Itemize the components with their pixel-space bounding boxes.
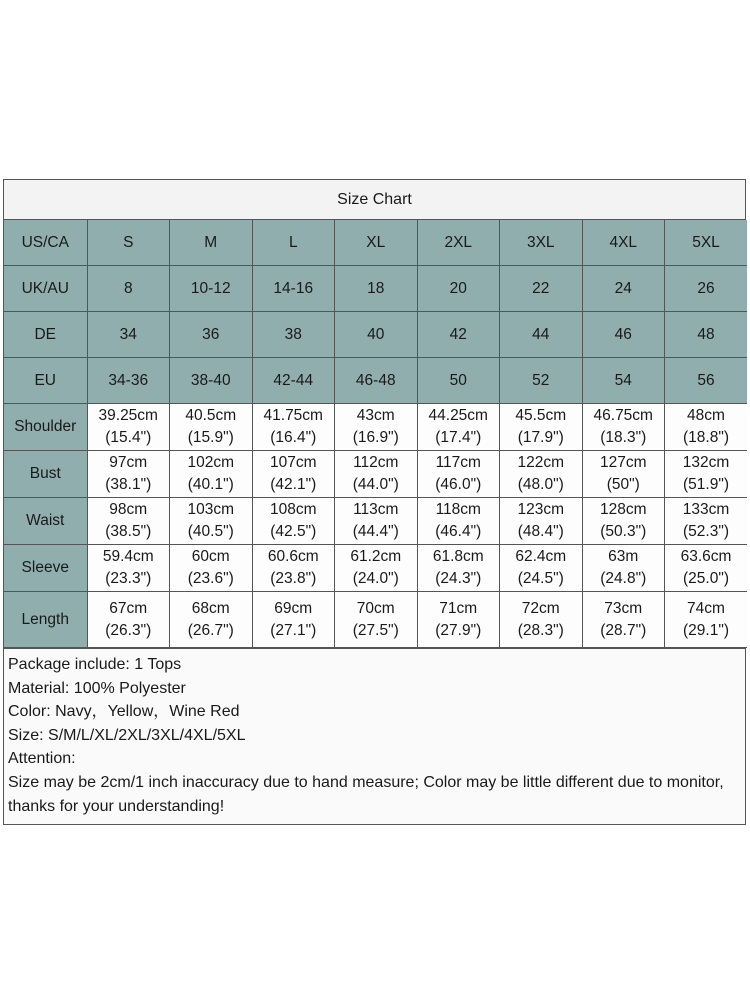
- measurement-cell: [87, 592, 170, 648]
- measurement-cell: [417, 404, 500, 451]
- cm-value: 60.6cm: [267, 548, 319, 565]
- cm-value: 103cm: [187, 501, 235, 518]
- cm-value: 133cm: [682, 501, 730, 518]
- cm-value: 39.25cm: [98, 407, 158, 424]
- row-label: Waist: [4, 498, 87, 545]
- size-cell: 46: [582, 312, 665, 358]
- cm-value: 69cm: [274, 599, 313, 617]
- cm-value: 128cm: [599, 501, 647, 518]
- size-cell: 4XL: [582, 220, 665, 266]
- row-label: US/CA: [4, 220, 87, 266]
- size-cell: 26: [665, 266, 748, 312]
- inch-value: (23.6"): [187, 570, 234, 587]
- measurement-cell: [417, 592, 500, 648]
- inch-value: (38.1"): [105, 476, 152, 493]
- size-row: [4, 220, 747, 266]
- size-cell: 40: [335, 312, 418, 358]
- measurement-cell: [665, 451, 748, 498]
- inch-value: (17.4"): [435, 429, 482, 446]
- size-cell: 38: [252, 312, 335, 358]
- measurement-cell: [417, 545, 500, 592]
- measurement-row: [4, 498, 747, 545]
- cm-value: 122cm: [517, 454, 565, 471]
- cm-value: 59.4cm: [102, 548, 154, 565]
- measurement-cell: [87, 451, 170, 498]
- size-cell: 2XL: [417, 220, 500, 266]
- size-cell: 22: [500, 266, 583, 312]
- measurement-row: [4, 404, 747, 451]
- measurement-row: [4, 545, 747, 592]
- size-cell: 18: [335, 266, 418, 312]
- inch-value: (46.0"): [435, 476, 482, 493]
- inch-value: (52.3"): [683, 523, 729, 540]
- row-label: EU: [4, 358, 87, 404]
- measurement-cell: [582, 498, 665, 545]
- inch-value: (48.4"): [517, 523, 564, 540]
- cm-value: 46.75cm: [593, 407, 653, 424]
- measurement-cell: [335, 545, 418, 592]
- measurement-cell: [335, 592, 418, 648]
- measurement-cell: [87, 545, 170, 592]
- size-cell: 10-12: [170, 266, 253, 312]
- note-line: Material: 100% Polyester: [8, 679, 186, 697]
- inch-value: (27.5"): [352, 621, 399, 639]
- row-label: DE: [4, 312, 87, 358]
- cm-value: 43cm: [356, 407, 395, 424]
- measurement-cell: [665, 545, 748, 592]
- measurement-cell: [582, 545, 665, 592]
- cm-value: 44.25cm: [428, 407, 488, 424]
- measurement-cell: [500, 404, 583, 451]
- measurement-cell: [582, 451, 665, 498]
- cm-value: 62.4cm: [515, 548, 567, 565]
- size-cell: 36: [170, 312, 253, 358]
- cm-value: 40.5cm: [185, 407, 237, 424]
- measurement-cell: [417, 451, 500, 498]
- inch-value: (29.1"): [683, 621, 729, 639]
- cm-value: 70cm: [356, 599, 395, 617]
- measurement-cell: [170, 404, 253, 451]
- measurement-cell: [500, 592, 583, 648]
- row-label: UK/AU: [4, 266, 87, 312]
- cm-value: 68cm: [191, 599, 230, 617]
- cm-value: 97cm: [109, 454, 148, 471]
- measurement-cell: [87, 404, 170, 451]
- inch-value: (28.3"): [517, 621, 564, 639]
- size-cell: 48: [665, 312, 748, 358]
- size-cell: 38-40: [170, 358, 253, 404]
- size-cell: 14-16: [252, 266, 335, 312]
- chart-title: Size Chart: [4, 180, 745, 220]
- cm-value: 113cm: [353, 501, 399, 518]
- cm-value: 61.8cm: [432, 548, 484, 565]
- inch-value: (40.5"): [187, 523, 234, 540]
- size-cell: 44: [500, 312, 583, 358]
- inch-value: (24.5"): [517, 570, 564, 587]
- measurement-cell: [252, 404, 335, 451]
- measurement-cell: [582, 404, 665, 451]
- cm-value: 48cm: [687, 407, 725, 424]
- inch-value: (44.0"): [352, 476, 399, 493]
- size-cell: 24: [582, 266, 665, 312]
- size-cell: 3XL: [500, 220, 583, 266]
- measurement-cell: [665, 404, 748, 451]
- measurement-cell: [335, 404, 418, 451]
- inch-value: (15.4"): [105, 429, 152, 446]
- measurement-cell: [665, 498, 748, 545]
- inch-value: (24.0"): [352, 570, 399, 587]
- inch-value: (40.1"): [187, 476, 234, 493]
- cm-value: 63m: [608, 548, 639, 565]
- inch-value: (27.9"): [435, 621, 482, 639]
- inch-value: (51.9"): [683, 476, 729, 493]
- inch-value: (16.9"): [352, 429, 399, 446]
- product-notes: [4, 648, 745, 824]
- inch-value: (27.1"): [270, 621, 317, 639]
- row-label: Length: [4, 592, 87, 648]
- size-row: [4, 358, 747, 404]
- inch-value: (42.1"): [270, 476, 317, 493]
- measurement-cell: [87, 498, 170, 545]
- row-label: Shoulder: [4, 404, 87, 451]
- size-cell: 20: [417, 266, 500, 312]
- size-table: [4, 220, 747, 648]
- cm-value: 61.2cm: [350, 548, 402, 565]
- measurement-cell: [170, 451, 253, 498]
- inch-value: (18.8"): [683, 429, 729, 446]
- inch-value: (23.8"): [270, 570, 317, 587]
- measurement-cell: [582, 592, 665, 648]
- size-row: [4, 266, 747, 312]
- cm-value: 41.75cm: [263, 407, 323, 424]
- inch-value: (50.3"): [600, 523, 647, 540]
- size-cell: 46-48: [335, 358, 418, 404]
- cm-value: 117cm: [435, 454, 481, 471]
- note-line: Package include: 1 Tops: [8, 656, 182, 673]
- size-cell: 50: [417, 358, 500, 404]
- measurement-cell: [417, 498, 500, 545]
- cm-value: 45.5cm: [515, 407, 567, 424]
- measurement-cell: [500, 451, 583, 498]
- inch-value: (50"): [606, 476, 640, 493]
- inch-value: (26.7"): [187, 621, 234, 639]
- size-cell: 42: [417, 312, 500, 358]
- size-cell: 34: [87, 312, 170, 358]
- measurement-cell: [665, 592, 748, 648]
- cm-value: 67cm: [109, 599, 148, 617]
- note-line: Attention:: [8, 750, 76, 768]
- measurement-cell: [252, 451, 335, 498]
- inch-value: (38.5"): [105, 523, 152, 540]
- measurement-cell: [252, 592, 335, 648]
- measurement-cell: [500, 545, 583, 592]
- cm-value: 72cm: [521, 599, 560, 617]
- measurement-cell: [170, 545, 253, 592]
- inch-value: (17.9"): [517, 429, 564, 446]
- measurement-cell: [252, 498, 335, 545]
- cm-value: 102cm: [187, 454, 235, 471]
- size-row: [4, 312, 747, 358]
- measurement-cell: [170, 498, 253, 545]
- cm-value: 132cm: [682, 454, 730, 471]
- inch-value: (23.3"): [105, 570, 152, 587]
- size-cell: XL: [335, 220, 418, 266]
- size-cell: 54: [582, 358, 665, 404]
- cm-value: 118cm: [435, 501, 481, 518]
- size-cell: S: [87, 220, 170, 266]
- cm-value: 98cm: [109, 501, 148, 518]
- cm-value: 71cm: [439, 599, 478, 617]
- note-line: Size: S/M/L/XL/2XL/3XL/4XL/5XL: [8, 726, 246, 744]
- size-cell: 5XL: [665, 220, 748, 266]
- measurement-row: [4, 451, 747, 498]
- measurement-cell: [335, 498, 418, 545]
- size-chart: [3, 179, 746, 825]
- size-cell: 52: [500, 358, 583, 404]
- row-label: Bust: [4, 451, 87, 498]
- inch-value: (15.9"): [187, 429, 234, 446]
- inch-value: (28.7"): [600, 621, 647, 639]
- size-cell: 56: [665, 358, 748, 404]
- inch-value: (48.0"): [517, 476, 564, 493]
- inch-value: (18.3"): [600, 429, 647, 446]
- inch-value: (24.8"): [600, 570, 647, 587]
- cm-value: 60cm: [191, 548, 230, 565]
- note-line: Size may be 2cm/1 inch inaccuracy due to hand measure; Color may be little different due to monitor, thanks for your understanding!: [8, 773, 724, 815]
- inch-value: (44.4"): [352, 523, 399, 540]
- cm-value: 74cm: [687, 599, 725, 617]
- inch-value: (26.3"): [105, 621, 152, 639]
- inch-value: (25.0"): [683, 570, 729, 587]
- cm-value: 107cm: [269, 454, 317, 471]
- cm-value: 123cm: [517, 501, 565, 518]
- size-cell: L: [252, 220, 335, 266]
- row-label: Sleeve: [4, 545, 87, 592]
- cm-value: 112cm: [353, 454, 399, 471]
- measurement-cell: [335, 451, 418, 498]
- size-cell: 34-36: [87, 358, 170, 404]
- note-line: Color: Navy，Yellow，Wine Red: [8, 703, 240, 721]
- cm-value: 108cm: [269, 501, 317, 518]
- inch-value: (16.4"): [270, 429, 317, 446]
- measurement-cell: [170, 592, 253, 648]
- measurement-cell: [252, 545, 335, 592]
- inch-value: (46.4"): [435, 523, 482, 540]
- size-cell: 8: [87, 266, 170, 312]
- measurement-row: [4, 592, 747, 648]
- size-cell: 42-44: [252, 358, 335, 404]
- inch-value: (24.3"): [435, 570, 482, 587]
- cm-value: 127cm: [599, 454, 647, 471]
- measurement-cell: [500, 498, 583, 545]
- cm-value: 73cm: [604, 599, 643, 617]
- inch-value: (42.5"): [270, 523, 317, 540]
- cm-value: 63.6cm: [680, 548, 732, 565]
- size-cell: M: [170, 220, 253, 266]
